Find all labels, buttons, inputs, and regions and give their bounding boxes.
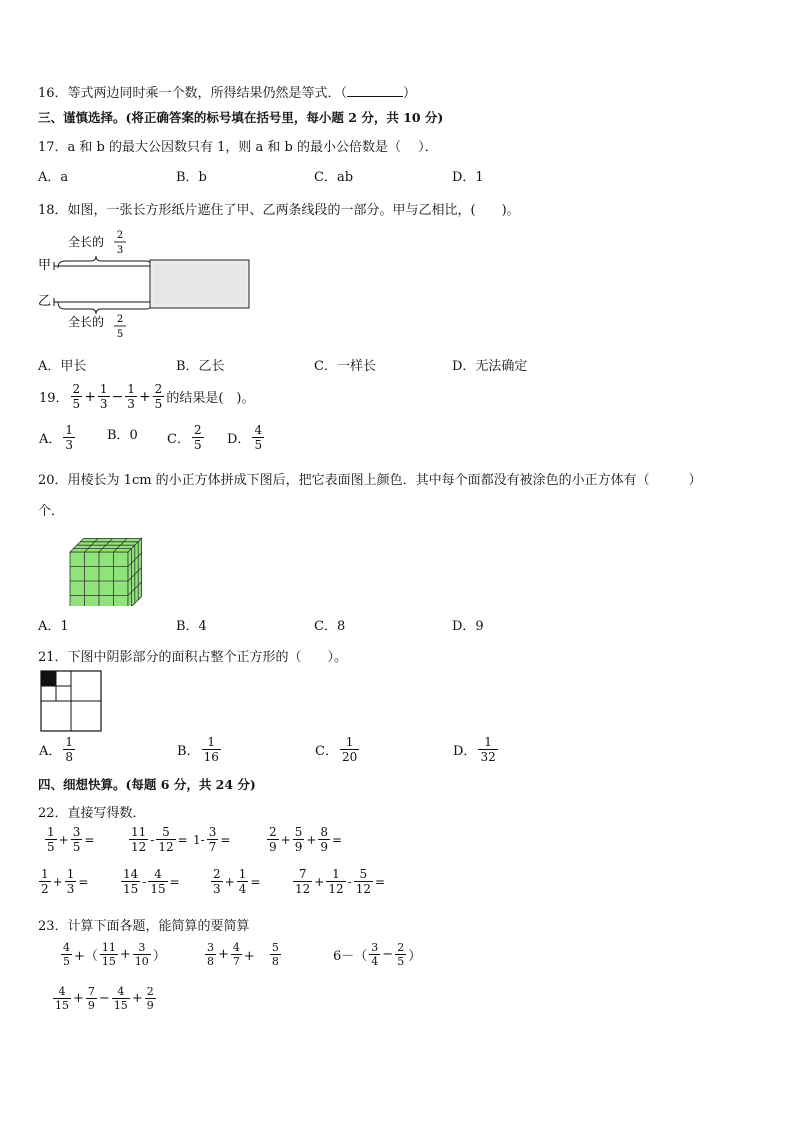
operator: + (306, 832, 317, 847)
fraction-numerator: 1 (326, 868, 345, 882)
fraction-denominator: 8 (65, 750, 74, 764)
fraction-denominator: 8 (207, 955, 214, 968)
fraction-denominator: 15 (150, 882, 166, 896)
q23-expression-1 (60, 942, 167, 967)
fraction-denominator: 12 (328, 882, 344, 896)
fraction-denominator: 7 (208, 840, 217, 854)
operator: + (243, 949, 268, 964)
section-4-title: 四、细想快算。(每题 6 分，共 24 分) (38, 777, 256, 792)
fraction-denominator: 9 (146, 999, 154, 1012)
operator: + (119, 947, 131, 962)
fraction (267, 826, 279, 853)
operator: = (332, 832, 343, 847)
fraction (318, 826, 330, 853)
fraction-numerator: 7 (87, 985, 95, 998)
fraction (231, 942, 242, 967)
question-20-line2: 个． (38, 504, 65, 519)
fraction (205, 942, 216, 967)
operator: + (314, 874, 325, 889)
q22-item (128, 826, 189, 853)
q21-option-a[interactable] (38, 736, 76, 763)
section-3-title: 三、谨慎选择。(将正确答案的标号填在括号里，每小题 2 分，共 10 分) (38, 110, 444, 125)
cube-figure (64, 536, 144, 606)
fraction-denominator: 32 (480, 750, 496, 764)
fraction-denominator: 12 (131, 840, 147, 854)
fraction-numerator: 5 (271, 941, 279, 954)
fraction-denominator: 5 (47, 840, 55, 854)
segments-figure (34, 226, 264, 344)
question-20-line1: 20．用棱长为 1cm 的小正方体拼成下图后，把它表面图上颜色．其中每个面都没有被涂色的小正方体有（ ） (38, 473, 702, 488)
fraction-numerator: 3 (371, 941, 379, 954)
q21-option-b[interactable] (176, 736, 222, 763)
fraction (202, 736, 221, 763)
question-21-text: 21．下图中阴影部分的面积占整个正方形的（ ）。 (38, 650, 348, 665)
fraction-numerator: 2 (154, 382, 163, 396)
q23-expression-2 (204, 942, 282, 967)
question-16-close: ） (403, 86, 417, 101)
operator: + (84, 388, 96, 405)
operator: + (224, 874, 235, 889)
operator: = (250, 874, 261, 889)
operator: = (374, 874, 386, 889)
fraction-numerator: 3 (207, 941, 214, 954)
fraction (340, 736, 359, 763)
brace-bottom-num: 2 (116, 314, 124, 325)
operator: 1- (193, 832, 205, 847)
fraction-numerator: 1 (478, 736, 497, 750)
fraction (133, 942, 151, 967)
fraction-numerator: 4 (148, 868, 167, 882)
q22-item (210, 868, 261, 895)
q22-item (38, 868, 89, 895)
operator: + (218, 947, 229, 962)
fraction-denominator: 12 (158, 840, 174, 854)
fraction (125, 383, 137, 410)
fraction-numerator: 4 (112, 986, 130, 999)
fraction-denominator: 9 (320, 840, 329, 854)
operator: - (347, 874, 352, 889)
fraction-denominator: 5 (63, 955, 70, 968)
question-18-text: 18．如图，一张长方形纸片遮住了甲、乙两条线段的一部分。甲与乙相比，( )。 (38, 203, 520, 218)
operator: = (84, 832, 95, 847)
fraction-denominator: 9 (269, 840, 277, 854)
q21-option-c[interactable] (314, 736, 360, 763)
fraction-denominator: 8 (271, 955, 279, 968)
fraction (354, 868, 373, 895)
fraction-denominator: 7 (232, 955, 240, 968)
label-yi: 乙 (38, 294, 52, 309)
question-16 (38, 82, 416, 101)
q17-option-c[interactable]: C．ab (314, 170, 354, 185)
fraction (100, 942, 118, 967)
q22-item (292, 868, 386, 895)
question-19-number: 19． (39, 391, 69, 406)
operator: − (111, 388, 124, 405)
fraction-numerator: 1 (127, 382, 135, 396)
fraction-denominator: 15 (123, 882, 139, 896)
operator: C． (315, 744, 338, 759)
fraction-numerator: 3 (208, 825, 217, 839)
fraction-numerator: 5 (156, 826, 175, 840)
fraction-numerator: 8 (320, 825, 329, 839)
fraction-denominator: 15 (55, 999, 69, 1012)
fraction-numerator: 5 (294, 825, 303, 839)
fraction-denominator: 5 (154, 397, 163, 411)
fraction-numerator: 4 (63, 941, 70, 954)
fraction-denominator: 4 (371, 955, 379, 968)
fraction-denominator: 3 (99, 397, 108, 411)
q20-option-b[interactable]: B．4 (176, 619, 207, 634)
fraction-denominator: 15 (101, 955, 116, 968)
shaded-square (41, 671, 56, 686)
operator: = (220, 832, 231, 847)
fraction (395, 942, 406, 967)
fraction-denominator: 20 (341, 750, 358, 764)
fraction (71, 826, 83, 853)
q18-option-c[interactable]: C．一样长 (314, 359, 376, 374)
operator: 6－（ (333, 949, 368, 964)
operator: D． (227, 432, 251, 447)
fraction (326, 868, 345, 895)
fraction (129, 826, 148, 853)
operator: = (177, 832, 188, 847)
fraction-numerator: 2 (193, 423, 202, 437)
fraction-numerator: 2 (72, 382, 81, 396)
question-23-text: 23．计算下面各题，能简算的要简算 (38, 919, 250, 934)
operator: + (52, 874, 63, 889)
fraction-numerator: 1 (65, 423, 74, 437)
fraction-denominator: 10 (134, 955, 149, 968)
fraction-numerator: 4 (232, 941, 240, 954)
operator: + (58, 832, 69, 847)
fraction-numerator: 3 (72, 825, 81, 839)
fraction (207, 826, 219, 853)
q23-expression-3 (332, 942, 422, 967)
fraction (63, 736, 75, 763)
operator: + (131, 991, 143, 1006)
operator: C． (167, 432, 190, 447)
q17-option-a[interactable]: A．a (38, 170, 69, 185)
fraction-numerator: 5 (354, 868, 373, 882)
fraction-denominator: 5 (254, 438, 263, 452)
fraction-denominator: 12 (355, 882, 371, 896)
q23-expression-4 (52, 986, 157, 1011)
operator: − (382, 947, 394, 962)
fraction (153, 383, 165, 410)
fraction (71, 383, 83, 410)
fraction-denominator: 5 (397, 955, 405, 968)
fraction-numerator: 1 (340, 736, 359, 750)
fraction (61, 942, 72, 967)
question-22-text: 22．直接写得数． (38, 806, 146, 821)
operator: - (142, 874, 147, 889)
fraction-numerator: 11 (101, 941, 116, 954)
brace-bottom (58, 302, 152, 314)
question-17-text: 17．a 和 b 的最大公因数只有 1，则 a 和 b 的最小公倍数是（ ）． (38, 140, 438, 155)
q19-option-d[interactable] (226, 424, 265, 451)
brace-bottom-den: 5 (116, 329, 124, 340)
q22-item (44, 826, 95, 853)
fraction (293, 868, 312, 895)
fraction (237, 868, 249, 895)
fraction-numerator: 1 (99, 382, 108, 396)
fraction (112, 986, 130, 1011)
fraction-denominator: 3 (65, 438, 74, 452)
fraction (63, 424, 75, 451)
operator: B． (177, 744, 200, 759)
fraction-numerator: 1 (202, 736, 221, 750)
fraction-numerator: 7 (293, 868, 312, 882)
fraction-denominator: 16 (203, 750, 219, 764)
fraction-numerator: 2 (146, 985, 154, 998)
question-19-expression (70, 382, 166, 411)
q18-option-b[interactable]: B．乙长 (176, 359, 225, 374)
fraction (252, 424, 264, 451)
operator: ） (408, 949, 422, 964)
operator: A． (39, 744, 62, 759)
q19-option-b[interactable] (106, 424, 139, 443)
fraction-numerator: 1 (66, 867, 75, 881)
fraction-numerator: 11 (131, 825, 147, 839)
fraction (192, 424, 204, 451)
question-19-tail: 的结果是( )。 (166, 391, 255, 406)
q17-option-b[interactable]: B．b (176, 170, 207, 185)
fraction-numerator: 4 (254, 423, 263, 437)
q21-option-d[interactable] (452, 736, 499, 763)
fraction-denominator: 5 (72, 840, 81, 854)
operator: + (280, 832, 291, 847)
q19-option-c[interactable] (166, 424, 205, 451)
q19-option-a[interactable] (38, 424, 76, 451)
fraction-numerator: 3 (133, 942, 151, 955)
fraction-numerator: 2 (397, 941, 405, 954)
operator: B．0 (107, 428, 138, 443)
operator: +（ (74, 949, 98, 964)
fraction-denominator: 5 (72, 397, 81, 411)
fraction (145, 986, 156, 1011)
question-16-text: 16．等式两边同时乘一个数，所得结果仍然是等式．（ (38, 86, 348, 101)
brace-top-den: 3 (116, 245, 124, 256)
fraction (478, 736, 497, 763)
q18-option-a[interactable]: A．甲长 (38, 359, 87, 374)
q22-item (120, 868, 181, 895)
fraction (45, 826, 57, 853)
operator: + (73, 991, 84, 1006)
brace-top-label: 全长的 (68, 235, 105, 249)
fraction-denominator: 3 (127, 397, 135, 411)
operator: A． (39, 432, 62, 447)
fraction (148, 868, 167, 895)
q22-item (266, 826, 343, 853)
fraction (86, 986, 97, 1011)
fraction-denominator: 5 (193, 438, 202, 452)
fraction (65, 868, 77, 895)
operator: − (98, 991, 110, 1006)
fraction-denominator: 15 (113, 999, 128, 1012)
operator: + (138, 388, 151, 405)
operator: = (78, 874, 89, 889)
q20-option-d[interactable]: D．9 (452, 619, 484, 634)
fraction-numerator: 14 (123, 867, 139, 881)
fraction (156, 826, 175, 853)
operator: ） (152, 949, 166, 964)
q22-item (192, 826, 231, 853)
fraction-denominator: 12 (295, 882, 311, 896)
q17-option-d[interactable]: D．1 (452, 170, 484, 185)
answer-blank[interactable] (347, 86, 403, 97)
fraction-numerator: 2 (213, 867, 221, 881)
brace-top-num: 2 (116, 230, 124, 241)
fraction (369, 942, 380, 967)
q20-option-a[interactable]: A．1 (38, 619, 69, 634)
operator: - (150, 832, 155, 847)
fraction-numerator: 1 (47, 825, 55, 839)
fraction-numerator: 1 (65, 735, 74, 749)
fraction-denominator: 4 (238, 882, 247, 896)
fraction (53, 986, 71, 1011)
fraction (211, 868, 223, 895)
fraction-denominator: 2 (41, 882, 49, 896)
operator: = (169, 874, 180, 889)
q20-option-c[interactable]: C．8 (314, 619, 346, 634)
fraction (293, 826, 305, 853)
fraction-denominator: 9 (294, 840, 303, 854)
fraction-denominator: 3 (66, 882, 75, 896)
fraction-numerator: 2 (269, 825, 277, 839)
label-jia: 甲 (38, 258, 52, 273)
fraction-denominator: 9 (87, 999, 95, 1012)
brace-bottom-label: 全长的 (68, 315, 105, 329)
fraction (39, 868, 51, 895)
square-figure (40, 670, 102, 732)
question-19 (38, 383, 255, 410)
q18-option-d[interactable]: D．无法确定 (452, 359, 528, 374)
fraction (270, 942, 281, 967)
fraction-numerator: 1 (41, 867, 49, 881)
fraction-denominator: 3 (213, 882, 221, 896)
operator: D． (453, 744, 477, 759)
fraction-numerator: 1 (238, 867, 247, 881)
fraction (121, 868, 140, 895)
fraction (98, 383, 110, 410)
fraction-numerator: 4 (53, 986, 71, 999)
